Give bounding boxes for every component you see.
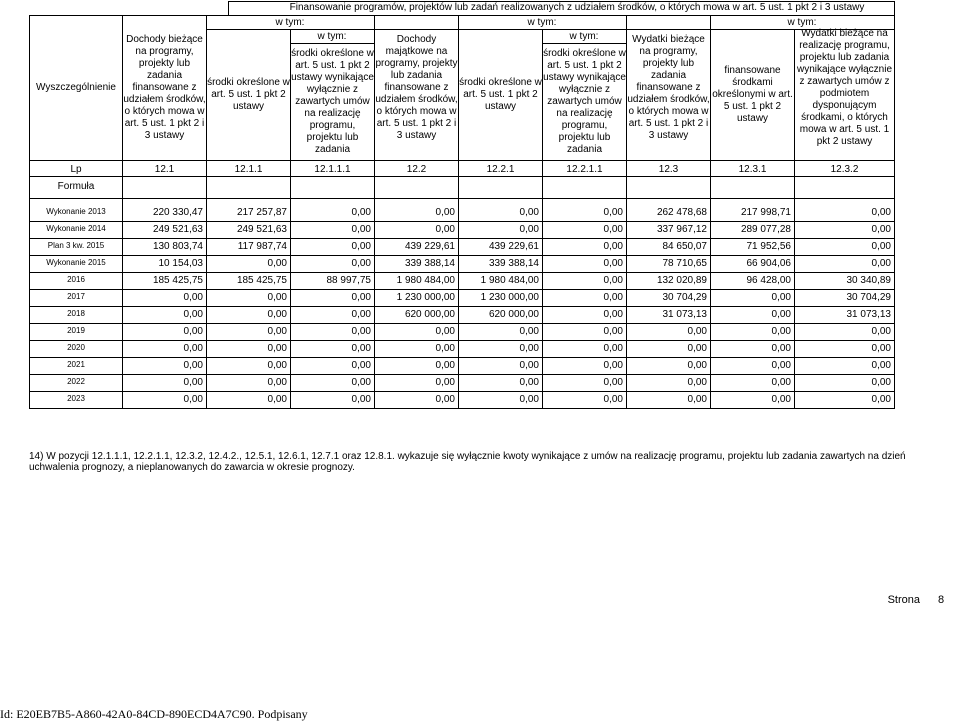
table-cell: 10 154,03 (158, 258, 203, 269)
table-cell: 0,00 (871, 360, 891, 371)
header-12-2-1: środki określone w art. 5 ust. 1 pkt 2 ustawy (459, 77, 542, 112)
row-label: 2017 (67, 292, 85, 301)
table-cell: 0,00 (603, 309, 623, 320)
table-cell: 0,00 (183, 292, 203, 303)
table-cell: 0,00 (687, 360, 707, 371)
lp-code: 12.3.1 (738, 163, 767, 175)
table-cell: 0,00 (603, 343, 623, 354)
table-cell: 0,00 (771, 377, 791, 388)
lp-code: 12.1.1.1 (314, 163, 351, 175)
table-cell: 1 230 000,00 (480, 292, 539, 303)
table-cell: 0,00 (267, 360, 287, 371)
table-cell: 0,00 (183, 394, 203, 405)
table-cell: 0,00 (871, 394, 891, 405)
table-cell: 0,00 (351, 292, 371, 303)
table-cell: 0,00 (687, 377, 707, 388)
table-cell: 0,00 (871, 326, 891, 337)
table-cell: 1 230 000,00 (396, 292, 455, 303)
table-cell: 0,00 (603, 377, 623, 388)
table-cell: 84 650,07 (662, 241, 707, 252)
row-label: 2020 (67, 343, 85, 352)
table-cell: 0,00 (183, 343, 203, 354)
header-wtym-3: w tym: (787, 16, 817, 28)
table-cell: 0,00 (519, 394, 539, 405)
table-cell: 0,00 (267, 394, 287, 405)
row-label: Wykonanie 2014 (46, 224, 106, 233)
table-cell: 31 073,13 (662, 309, 707, 320)
table-cell: 217 998,71 (740, 207, 791, 218)
table-cell: 0,00 (351, 207, 371, 218)
lp-code: 12.2 (406, 163, 427, 175)
table-cell: 339 388,14 (404, 258, 455, 269)
table-cell: 0,00 (435, 394, 455, 405)
table-cell: 0,00 (351, 394, 371, 405)
table-cell: 0,00 (771, 394, 791, 405)
table-cell: 0,00 (267, 258, 287, 269)
table-cell: 0,00 (771, 343, 791, 354)
table-cell: 0,00 (871, 343, 891, 354)
page-label: Strona (887, 594, 920, 606)
table-cell: 0,00 (871, 207, 891, 218)
header-12-2: Dochody majątkowe na programy, projekty lub zadania finansowane z udziałem środków, o których mowa w art. 5 ust. 1 pkt 2 i 3 ustawy (375, 34, 458, 141)
table-cell: 0,00 (267, 377, 287, 388)
lp-label: Lp (70, 163, 82, 175)
table-cell: 0,00 (871, 377, 891, 388)
table-cell: 339 388,14 (488, 258, 539, 269)
table-cell: 0,00 (603, 360, 623, 371)
header-12-3: Wydatki bieżące na programy, projekty lub zadania finansowane z udziałem środków, o których mowa w art. 5 ust. 1 pkt 2 i 3 ustawy (627, 34, 710, 141)
row-label: 2016 (67, 275, 85, 284)
table-cell: 0,00 (687, 326, 707, 337)
table-cell: 71 952,56 (746, 241, 791, 252)
header-wtym-1: w tym: (275, 16, 305, 28)
table-cell: 439 229,61 (488, 241, 539, 252)
header-12-1: Dochody bieżące na programy, projekty lub zadania finansowane z udziałem środków, o których mowa w art. 5 ust. 1 pkt 2 i 3 ustawy (123, 34, 206, 141)
table-cell: 30 704,29 (662, 292, 707, 303)
table-cell: 0,00 (687, 343, 707, 354)
table-cell: 620 000,00 (488, 309, 539, 320)
table-cell: 289 077,28 (740, 224, 791, 235)
table-cell: 262 478,68 (656, 207, 707, 218)
table-cell: 96 428,00 (746, 275, 791, 286)
lp-code: 12.2.1 (486, 163, 515, 175)
table-cell: 0,00 (519, 326, 539, 337)
table-cell: 0,00 (183, 326, 203, 337)
table-cell: 0,00 (435, 343, 455, 354)
table-cell: 217 257,87 (236, 207, 287, 218)
table-cell: 0,00 (351, 241, 371, 252)
table-cell: 185 425,75 (152, 275, 203, 286)
table-cell: 0,00 (687, 394, 707, 405)
header-12-2-1-1: środki określone w art. 5 ust. 1 pkt 2 ustawy wynikające wyłącznie z zawartych umów na realizację programu, projektu lub zadania (543, 48, 626, 155)
table-cell: 0,00 (771, 326, 791, 337)
row-label: 2023 (67, 394, 85, 403)
table-cell: 30 704,29 (846, 292, 891, 303)
table-cell: 78 710,65 (662, 258, 707, 269)
table-cell: 0,00 (435, 224, 455, 235)
header-wyszczegolnienie: Wyszczególnienie (36, 82, 116, 93)
table-cell: 0,00 (183, 377, 203, 388)
lp-code: 12.3.2 (830, 163, 859, 175)
table-cell: 0,00 (351, 326, 371, 337)
table-cell: 0,00 (183, 360, 203, 371)
table-cell: 0,00 (351, 224, 371, 235)
table-cell: 0,00 (435, 207, 455, 218)
table-cell: 0,00 (871, 241, 891, 252)
table-cell: 0,00 (603, 275, 623, 286)
page-number: 8 (938, 594, 945, 606)
table-cell: 0,00 (351, 309, 371, 320)
table-cell: 0,00 (435, 326, 455, 337)
table-cell: 1 980 484,00 (480, 275, 539, 286)
table-cell: 132 020,89 (656, 275, 707, 286)
table-cell: 620 000,00 (404, 309, 455, 320)
table-cell: 0,00 (603, 241, 623, 252)
table-cell: 0,00 (771, 360, 791, 371)
table-cell: 0,00 (267, 343, 287, 354)
lp-code: 12.1 (154, 163, 175, 175)
footnote: 14) W pozycji 12.1.1.1, 12.2.1.1, 12.3.2, 12.4.2., 12.5.1, 12.6.1, 12.7.1 oraz 12.8.1. wykazuje się wyłącznie kwoty wynikające z umów na realizację programu, projektu lub zadania zawartych na dzień uchwalenia prognozy, a nieplanowanych do zawarcia w okresie prognozy. (29, 451, 906, 473)
row-label: 2019 (67, 326, 85, 335)
header-12-1-1-1: środki określone w art. 5 ust. 1 pkt 2 ustawy wynikające wyłącznie z zawartych umów na realizację programu, projektu lub zadania (291, 48, 374, 155)
table-cell: 0,00 (603, 207, 623, 218)
header-12-1-1: środki określone w art. 5 ust. 1 pkt 2 ustawy (207, 77, 290, 112)
table-cell: 185 425,75 (236, 275, 287, 286)
table-cell: 0,00 (435, 360, 455, 371)
table-cell: 337 967,12 (656, 224, 707, 235)
row-label: 2022 (67, 377, 85, 386)
table-cell: 0,00 (351, 377, 371, 388)
table-cell: 130 803,74 (152, 241, 203, 252)
table-cell: 0,00 (603, 292, 623, 303)
table-cell: 249 521,63 (152, 224, 203, 235)
table-cell: 439 229,61 (404, 241, 455, 252)
lp-code: 12.1.1 (234, 163, 263, 175)
table-title: Finansowanie programów, projektów lub zadań realizowanych z udziałem środków, o których mowa w art. 5 ust. 1 pkt 2 i 3 ustawy (289, 2, 865, 13)
row-label: 2018 (67, 309, 85, 318)
table-cell: 0,00 (267, 292, 287, 303)
row-label: Plan 3 kw. 2015 (47, 241, 105, 250)
table-cell: 0,00 (351, 360, 371, 371)
table-cell: 0,00 (871, 258, 891, 269)
lp-code: 12.3 (658, 163, 679, 175)
row-label: 2021 (67, 360, 85, 369)
header-12-3-1: finansowane środkami określonymi w art. 5 ust. 1 pkt 2 ustawy (712, 65, 793, 124)
header-12-3-2: Wydatki bieżące na realizację programu, projektu lub zadania wynikające wyłącznie z zawartych umów z podmiotem dysponującym środkami, o których mowa w art. 5 ust. 1 pkt 2 ustawy (796, 28, 893, 147)
table-cell: 0,00 (519, 360, 539, 371)
formula-label: Formuła (57, 181, 95, 192)
table-cell: 249 521,63 (236, 224, 287, 235)
table-cell: 0,00 (267, 309, 287, 320)
table-cell: 0,00 (519, 207, 539, 218)
table-cell: 31 073,13 (846, 309, 891, 320)
table-cell: 1 980 484,00 (396, 275, 455, 286)
table-cell: 117 987,74 (237, 241, 287, 252)
header-wtym-4: w tym: (317, 30, 347, 42)
table-cell: 30 340,89 (846, 275, 891, 286)
table-cell: 0,00 (519, 377, 539, 388)
header-wtym-2: w tym: (527, 16, 557, 28)
document-id: Id: E20EB7B5-A860-42A0-84CD-890ECD4A7C90. Podpisany (0, 707, 308, 721)
table-cell: 220 330,47 (152, 207, 203, 218)
table-cell: 0,00 (351, 258, 371, 269)
table-cell: 0,00 (603, 394, 623, 405)
table-cell: 0,00 (603, 224, 623, 235)
header-wtym-5: w tym: (569, 30, 599, 42)
table-cell: 66 904,06 (746, 258, 791, 269)
table-cell: 0,00 (351, 343, 371, 354)
row-label: Wykonanie 2015 (46, 258, 106, 267)
table-cell: 0,00 (871, 224, 891, 235)
table-cell: 0,00 (771, 292, 791, 303)
table-cell: 0,00 (267, 326, 287, 337)
table-cell: 0,00 (519, 224, 539, 235)
table-cell: 0,00 (435, 377, 455, 388)
table-cell: 0,00 (183, 309, 203, 320)
table-cell: 0,00 (771, 309, 791, 320)
table-cell: 0,00 (603, 326, 623, 337)
row-label: Wykonanie 2013 (46, 207, 106, 216)
table-cell: 0,00 (603, 258, 623, 269)
table-cell: 88 997,75 (326, 275, 371, 286)
lp-code: 12.2.1.1 (566, 163, 603, 175)
table-cell: 0,00 (519, 343, 539, 354)
